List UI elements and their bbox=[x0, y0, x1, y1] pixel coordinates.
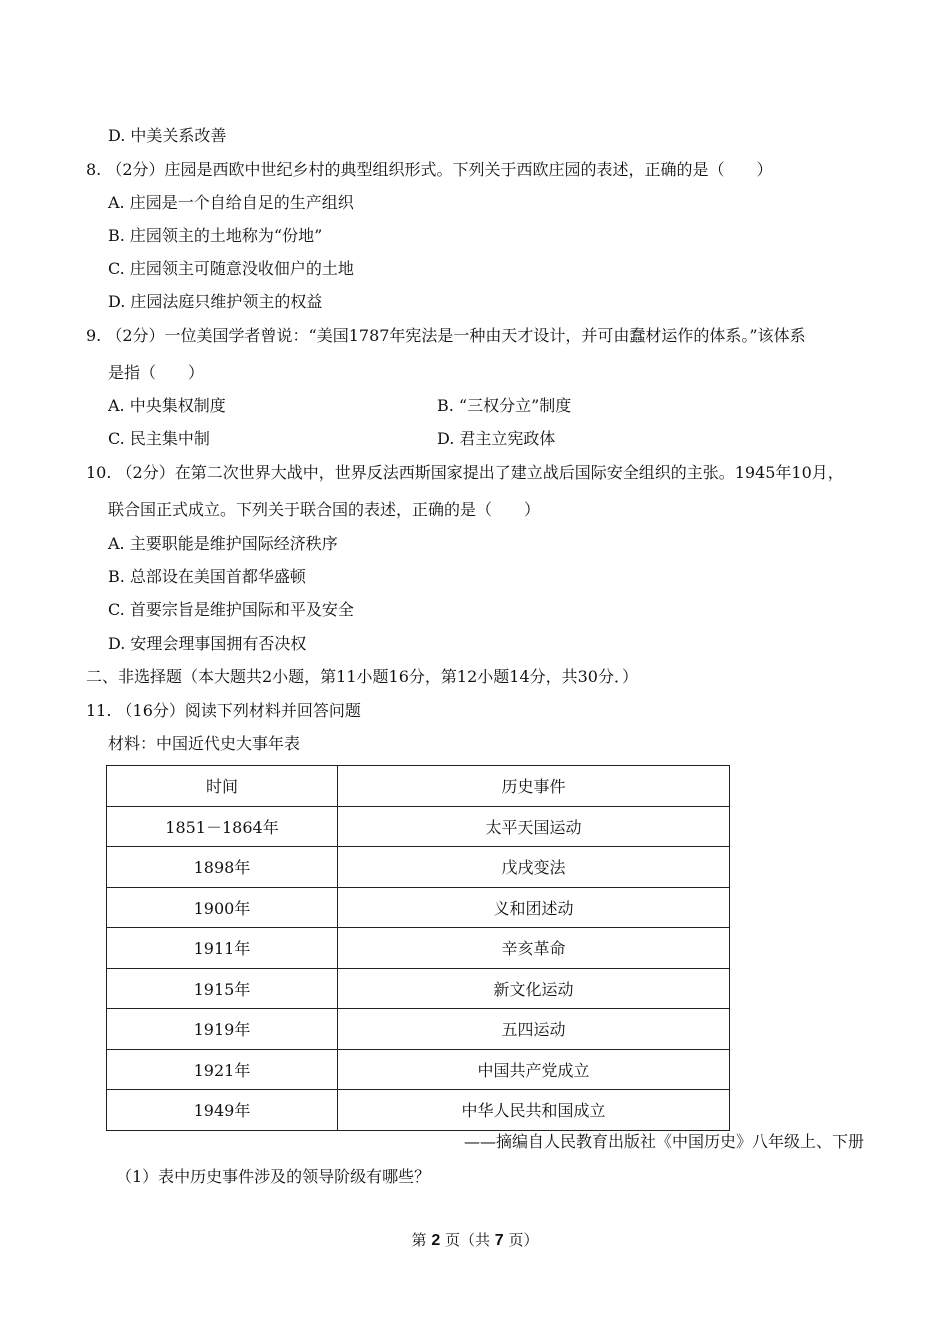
table-row bbox=[107, 806, 730, 847]
chronology-table bbox=[106, 765, 730, 1131]
q9-stem-line2: 是指（ ） bbox=[108, 363, 205, 382]
q9-option-c: C. 民主集中制 bbox=[108, 429, 210, 448]
table-cell-event: 义和团述动 bbox=[338, 887, 730, 928]
table-cell-event: 戊戌变法 bbox=[338, 847, 730, 888]
table-source-note: ——摘编自人民教育出版社《中国历史》八年级上、下册 bbox=[463, 1132, 864, 1151]
q10-option-d: D. 安理会理事国拥有否决权 bbox=[108, 634, 307, 653]
table-cell-time: 1900年 bbox=[107, 887, 338, 928]
q9-option-d: D. 君主立宪政体 bbox=[437, 429, 556, 448]
footer-total-pages: 7 bbox=[494, 1232, 504, 1249]
q8-stem: 8. （2分）庄园是西欧中世纪乡村的典型组织形式。下列关于西欧庄园的表述，正确的是（ ） bbox=[86, 160, 773, 179]
q10-option-a: A. 主要职能是维护国际经济秩序 bbox=[108, 534, 338, 553]
table-cell-event: 新文化运动 bbox=[338, 968, 730, 1009]
table-cell-time: 1949年 bbox=[107, 1090, 338, 1131]
footer-middle: 页（共 bbox=[440, 1231, 495, 1249]
table-cell-event: 太平天国运动 bbox=[338, 806, 730, 847]
table-row bbox=[107, 1049, 730, 1090]
q10-stem-line1: 10. （2分）在第二次世界大战中，世界反法西斯国家提出了建立战后国际安全组织的主张。1945年10月， bbox=[86, 463, 844, 482]
table-cell-time: 1915年 bbox=[107, 968, 338, 1009]
q11-material-label: 材料：中国近代史大事年表 bbox=[108, 734, 301, 753]
table-header-event: 历史事件 bbox=[338, 766, 730, 807]
table-row bbox=[107, 968, 730, 1009]
q10-stem-line2: 联合国正式成立。下列关于联合国的表述，正确的是（ ） bbox=[108, 500, 541, 519]
q8-option-a: A. 庄园是一个自给自足的生产组织 bbox=[108, 193, 354, 212]
table-cell-event: 辛亥革命 bbox=[338, 928, 730, 969]
q9-option-a: A. 中央集权制度 bbox=[108, 396, 226, 415]
q10-option-c: C. 首要宗旨是维护国际和平及安全 bbox=[108, 600, 354, 619]
table-header-row bbox=[107, 766, 730, 807]
table-cell-time: 1919年 bbox=[107, 1009, 338, 1050]
footer-page-number: 2 bbox=[431, 1232, 441, 1249]
q7-option-d: D. 中美关系改善 bbox=[108, 126, 227, 145]
footer-prefix: 第 bbox=[411, 1231, 432, 1249]
table-cell-event: 中华人民共和国成立 bbox=[338, 1090, 730, 1131]
q11-sub-question-1: （1）表中历史事件涉及的领导阶级有哪些？ bbox=[116, 1167, 431, 1186]
table-row bbox=[107, 887, 730, 928]
table-cell-event: 五四运动 bbox=[338, 1009, 730, 1050]
table-header-time: 时间 bbox=[107, 766, 338, 807]
table-row bbox=[107, 1009, 730, 1050]
table-cell-time: 1851－1864年 bbox=[107, 806, 338, 847]
q8-option-b: B. 庄园领主的土地称为“份地” bbox=[108, 226, 323, 245]
table-cell-time: 1898年 bbox=[107, 847, 338, 888]
q10-option-b: B. 总部设在美国首都华盛顿 bbox=[108, 567, 306, 586]
table-cell-time: 1921年 bbox=[107, 1049, 338, 1090]
q9-option-b: B. “三权分立”制度 bbox=[437, 396, 572, 415]
q8-option-c: C. 庄园领主可随意没收佃户的土地 bbox=[108, 259, 354, 278]
table-row bbox=[107, 1090, 730, 1131]
q9-stem-line1: 9. （2分）一位美国学者曾说：“美国1787年宪法是一种由天才设计，并可由蠢材运作的体系。”该体系 bbox=[86, 326, 806, 345]
table-row bbox=[107, 847, 730, 888]
table-row bbox=[107, 928, 730, 969]
table-cell-event: 中国共产党成立 bbox=[338, 1049, 730, 1090]
q11-stem: 11. （16分）阅读下列材料并回答问题 bbox=[86, 701, 361, 720]
q8-option-d: D. 庄园法庭只维护领主的权益 bbox=[108, 292, 323, 311]
section2-heading: 二、非选择题（本大题共2小题，第11小题16分，第12小题14分，共30分．） bbox=[86, 667, 638, 686]
page-footer bbox=[0, 1229, 950, 1250]
footer-suffix: 页） bbox=[503, 1231, 539, 1249]
table-cell-time: 1911年 bbox=[107, 928, 338, 969]
